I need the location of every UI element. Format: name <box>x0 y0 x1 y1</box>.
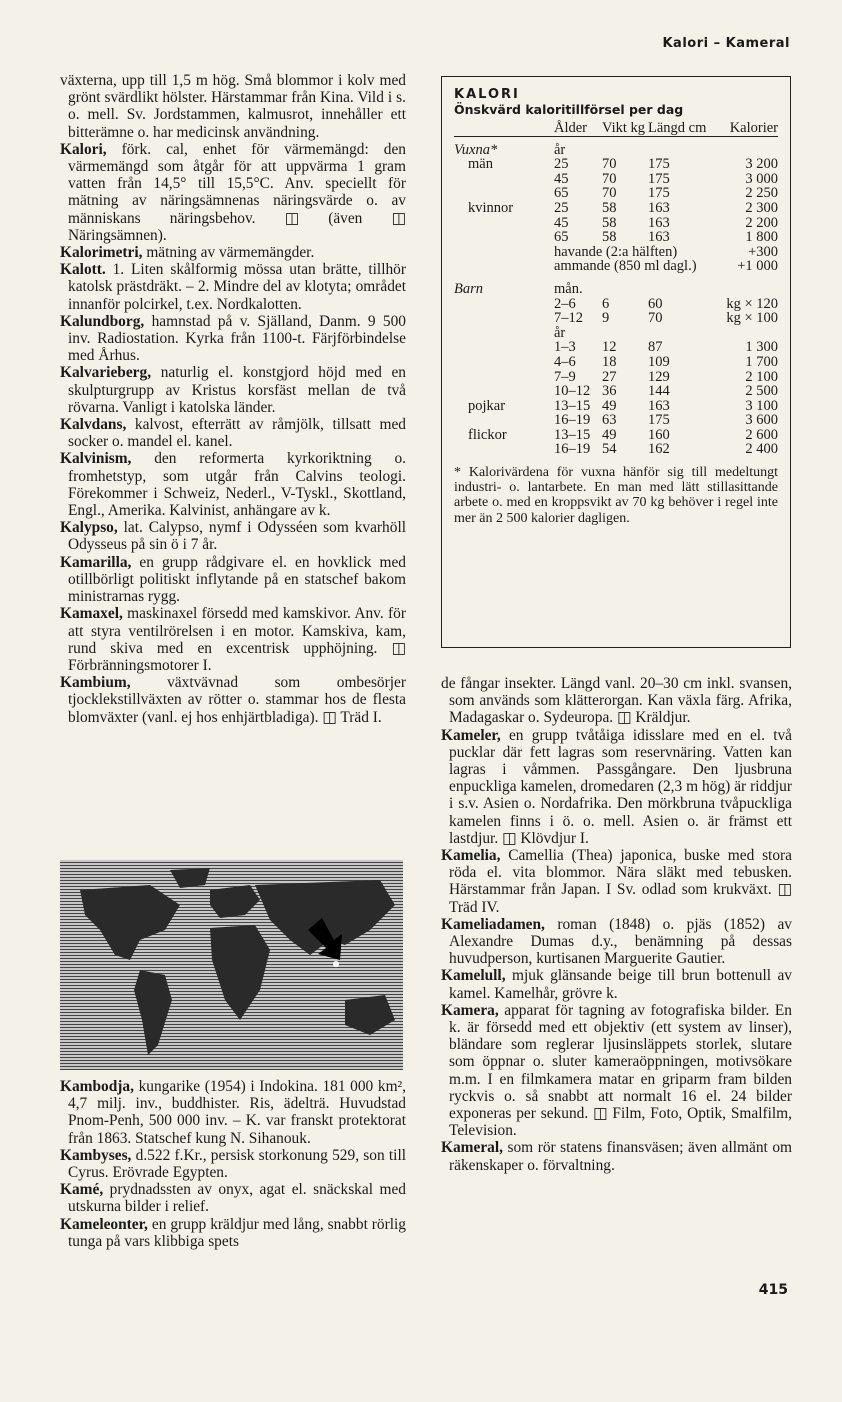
running-head: Kalori – Kameral <box>662 36 790 51</box>
table-cell: 144 <box>648 383 670 400</box>
entry-text: maskinaxel försedd med kamskivor. Anv. för att styra ventilrörelsen i en motor. Kamskiva, kam, rund skiva med en excentrisk upphöjning. ◫ Förbränningsmotorer I. <box>68 605 406 674</box>
dictionary-entry <box>441 1002 792 1140</box>
table-cell: 25 <box>554 199 569 216</box>
table-cell: 7–9 <box>554 368 576 385</box>
table-cell: 70 <box>602 170 617 187</box>
calorie-table <box>454 121 778 457</box>
entry-text: mätning av värmemängder. <box>142 244 315 262</box>
table-cell: 12 <box>602 339 617 356</box>
table-cell: 163 <box>648 199 670 216</box>
table-cell: 54 <box>602 441 617 458</box>
table-cell: 1 300 <box>745 339 778 356</box>
table-cell: 2–6 <box>554 295 576 312</box>
world-map <box>60 860 403 1070</box>
entry-headword: Kalori, <box>60 140 107 158</box>
table-cell <box>454 259 554 274</box>
table-row <box>454 259 778 274</box>
table-cell: år <box>554 141 566 158</box>
table-cell: 70 <box>648 310 663 327</box>
cambodia-marker <box>333 961 339 967</box>
table-cell: 175 <box>648 412 670 429</box>
table-row <box>454 201 778 216</box>
table-row <box>454 311 778 326</box>
table-cell: 163 <box>648 214 670 231</box>
entry-text: Camellia (Thea) japonica, buske med stora röda el. vita blommor. Nära släkt med tebusken. Härstammar från Japan. I Sv. odlad som krukväxt. ◫ Träd IV. <box>449 847 792 916</box>
table-cell: kg × 120 <box>726 295 778 312</box>
table-cell: 2 250 <box>745 185 778 202</box>
table-cell: 49 <box>602 426 617 443</box>
entry-text: mjuk glänsande beige till brun bottenull av kamel. Kamelhår, grövre k. <box>449 967 792 1002</box>
dictionary-entry <box>60 519 406 553</box>
table-cell: 2 600 <box>745 426 778 443</box>
table-cell <box>454 186 554 201</box>
table-cell: år <box>554 324 566 341</box>
table-cell <box>454 442 554 457</box>
table-cell: 10–12 <box>554 383 591 400</box>
table-row <box>454 216 778 231</box>
table-row <box>454 297 778 312</box>
dictionary-entry <box>60 1216 406 1250</box>
entry-text: en grupp kräldjur med lång, snabbt rörlig tunga på vars klibbiga spets <box>68 1215 406 1250</box>
dictionary-entry <box>60 450 406 519</box>
table-cell: 87 <box>648 339 663 356</box>
table-row <box>454 384 778 399</box>
table-cell <box>648 326 708 341</box>
entry-text: apparat för tagning av fotografiska bilder. En k. är försedd med ett objektiv (ett system av linser), bländare som reglerar ljusinsläppets storlek, slutare som öppnar o. sluter kameraöppningen, motivsökare m.m. I en filmkamera matar en griparm fram bilden ryckvis o. så snabbt att normalt 16 el. 24 bilder exponeras per sekund. ◫ Film, Foto, Optik, Smalfilm, Television. <box>449 1001 792 1140</box>
table-cell <box>454 311 554 326</box>
entry-text: förk. cal, enhet för värmemängd: den värmemängd som åtgår för att uppvärma 1 gram vatten från 14,5° till 15,5°C. Anv. speciellt för mätning av näringsämnenas näringsvärde o. av människans näringsbehov. ◫ (även ◫ Näringsämnen). <box>68 140 406 244</box>
dictionary-entry <box>60 416 406 450</box>
table-row <box>454 143 778 158</box>
dictionary-entry <box>441 675 792 727</box>
entry-text: en grupp rådgivare el. en hovklick med otillbörligt politiskt inflytande på en statschef bakom ministrarnas rygg. <box>68 553 406 606</box>
table-row <box>454 186 778 201</box>
table-cell: 175 <box>648 185 670 202</box>
header-length: Längd cm <box>648 120 707 136</box>
table-cell: 65 <box>554 185 569 202</box>
entry-text: prydnadssten av onyx, agat el. snäckskal med utskurna bilder i relief. <box>68 1181 406 1216</box>
table-row <box>454 326 778 341</box>
left-column-lower <box>60 1078 406 1250</box>
table-cell: 6 <box>602 295 610 312</box>
table-cell: Barn <box>454 280 483 297</box>
dictionary-entry <box>60 674 406 726</box>
table-row <box>454 282 778 297</box>
table-row <box>454 245 778 260</box>
table-cell <box>454 245 554 260</box>
table-cell: 63 <box>602 412 617 429</box>
box-footnote: * Kalorivärdena för vuxna hänför sig till medeltungt industri- o. lantarbete. En man med lätt stillasittande arbete o. med en kroppsvikt av 70 kg behöver i regel inte mer än 2 500 kalorier dagligen. <box>454 465 778 526</box>
entry-headword: Kalott. <box>60 261 106 279</box>
entry-text: de fångar insekter. Längd vanl. 20–30 cm inkl. svansen, som används som klätterorgan. Kan växla färg. Afrika, Madagaskar o. Sydeuropa. ◫ Kräldjur. <box>441 675 792 727</box>
table-cell: 163 <box>648 397 670 414</box>
dictionary-entry <box>60 1078 406 1147</box>
header-weight: Vikt kg <box>602 120 646 136</box>
table-cell: 4–6 <box>554 353 576 370</box>
dictionary-entry <box>441 847 792 916</box>
dictionary-entry <box>60 261 406 313</box>
north-america-shape <box>80 885 180 960</box>
dictionary-entry <box>60 244 406 261</box>
entry-headword: Kalorimetri, <box>60 244 143 262</box>
table-cell: 160 <box>648 426 670 443</box>
table-cell <box>454 340 554 355</box>
entry-text: roman (1848) o. pjäs (1852) av Alexandre Dumas d.y., benämning på dessas huvudperson, kurtisanen Marguerite Gautier. <box>449 915 792 968</box>
table-row <box>454 172 778 187</box>
entry-headword: Kalypso, <box>60 519 118 537</box>
table-cell: 3 100 <box>745 397 778 414</box>
table-cell: 58 <box>602 214 617 231</box>
table-cell: 1 800 <box>745 229 778 246</box>
table-cell <box>602 143 648 158</box>
entry-headword: Kamarilla, <box>60 553 132 571</box>
table-cell: 2 500 <box>745 383 778 400</box>
table-cell: 1 700 <box>745 353 778 370</box>
entry-text: kungarike (1954) i Indokina. 181 000 km², 4,7 milj. inv., buddhister. Ris, ädelträ. Huvudstad Pnom-Penh, 500 000 inv. – K. var franskt protektorat från 1863. Statschef kung N. Sihanouk. <box>68 1078 406 1147</box>
dictionary-entry <box>441 916 792 968</box>
entry-headword: Kamaxel, <box>60 605 123 623</box>
entry-headword: Kamelull, <box>441 967 506 985</box>
entry-headword: Kambium, <box>60 674 131 692</box>
entry-headword: Kamera, <box>441 1001 499 1019</box>
table-cell <box>708 326 778 341</box>
table-cell: 9 <box>602 310 610 327</box>
entry-headword: Kalundborg, <box>60 312 145 330</box>
table-cell: 16–19 <box>554 412 591 429</box>
dictionary-entry <box>60 313 406 365</box>
table-cell: 3 200 <box>745 156 778 173</box>
entry-headword: Kalvdans, <box>60 416 127 434</box>
entry-text: 1. Liten skålformig mössa utan brätte, tillhör katolsk prästdräkt. – 2. Mindre del av klotyta; området innanför polcirkel, t.ex. Nordkalotten. <box>68 261 406 313</box>
table-row <box>454 157 778 172</box>
entry-headword: Kameral, <box>441 1139 503 1157</box>
table-cell: ammande (850 ml dagl.) <box>554 258 697 275</box>
table-cell <box>454 355 554 370</box>
table-cell: 175 <box>648 156 670 173</box>
entry-headword: Kameleonter, <box>60 1215 148 1233</box>
table-cell: 7–12 <box>554 310 583 327</box>
table-cell: +300 <box>748 243 778 260</box>
header-age: Ålder <box>554 120 588 136</box>
table-cell: Vuxna* <box>454 141 498 158</box>
table-cell: 2 400 <box>745 441 778 458</box>
dictionary-entry <box>441 967 792 1001</box>
africa-shape <box>210 925 270 1020</box>
dictionary-entry <box>60 554 406 606</box>
table-cell: 25 <box>554 156 569 173</box>
table-cell: män <box>468 156 493 173</box>
table-cell: pojkar <box>468 397 506 414</box>
table-cell: 58 <box>602 199 617 216</box>
entry-text: som rör statens finansväsen; även allmänt om räkenskaper o. förvaltning. <box>449 1139 792 1174</box>
table-cell <box>648 143 708 158</box>
table-row <box>454 230 778 245</box>
table-cell: 175 <box>648 170 670 187</box>
table-cell <box>602 282 648 297</box>
table-cell: kvinnor <box>468 199 514 216</box>
table-cell: 3 000 <box>745 170 778 187</box>
entry-headword: Kameliadamen, <box>441 915 545 933</box>
greenland-shape <box>170 868 210 888</box>
europe-shape <box>210 885 260 918</box>
table-cell: 49 <box>602 397 617 414</box>
entry-text: naturlig el. konstgjord höjd med en skulpturgrupp av Kristus korsfäst mellan de två rövarna. Vanligt i katolska länder. <box>68 364 406 416</box>
entry-text: växterna, upp till 1,5 m hög. Små blommor i kolv med grönt svärdlikt hölster. Härstammar från Kina. Vild i s. o. mell. Sv. Jordstammen, kalmusrot, innehåller ett bitterämne o. har medicinsk användning. <box>60 72 406 141</box>
table-cell <box>454 297 554 312</box>
right-column <box>441 675 792 1174</box>
entry-headword: Kalvinism, <box>60 450 132 468</box>
table-cell: 58 <box>602 229 617 246</box>
table-cell: 60 <box>648 295 663 312</box>
table-cell: 13–15 <box>554 397 591 414</box>
table-cell: 3 600 <box>745 412 778 429</box>
table-cell: mån. <box>554 280 583 297</box>
table-cell: 2 100 <box>745 368 778 385</box>
table-cell: 36 <box>602 383 617 400</box>
table-cell <box>454 370 554 385</box>
table-cell <box>454 413 554 428</box>
table-cell: 70 <box>602 185 617 202</box>
dictionary-entry <box>60 1147 406 1181</box>
table-row <box>454 442 778 457</box>
table-cell: 2 200 <box>745 214 778 231</box>
dictionary-entry <box>441 1139 792 1173</box>
entry-headword: Kameler, <box>441 726 501 744</box>
entry-text: växtvävnad som ombesörjer tjocklekstillväxten av rötter o. stammar hos de flesta blomväxter (vanl. ej hos enhjärtbladiga). ◫ Träd I. <box>68 674 406 726</box>
entry-headword: Kambodja, <box>60 1078 134 1095</box>
table-cell: +1 000 <box>737 258 778 275</box>
entry-headword: Kalvarieberg, <box>60 364 152 382</box>
table-cell: 65 <box>554 229 569 246</box>
dictionary-entry <box>60 72 406 141</box>
dictionary-entry <box>60 141 406 244</box>
table-cell: flickor <box>468 426 507 443</box>
dictionary-entry <box>60 1181 406 1215</box>
table-row <box>454 340 778 355</box>
table-cell: 163 <box>648 229 670 246</box>
entry-text: den reformerta kyrkoriktning o. fromhetstyp, som utgår från Calvins teologi. Förekommer i Schweiz, Nederl., V-Tyskl., Skottland, Engl., Amerika. Kalvinist, anhängare av k. <box>68 450 406 520</box>
table-cell: kg × 100 <box>726 310 778 327</box>
table-cell <box>454 326 554 341</box>
table-cell: 45 <box>554 170 569 187</box>
box-title: KALORI <box>454 87 520 102</box>
table-row <box>454 428 778 443</box>
table-row <box>454 355 778 370</box>
entry-headword: Kamé, <box>60 1181 104 1199</box>
table-row <box>454 399 778 414</box>
table-cell <box>648 282 708 297</box>
table-cell: 1–3 <box>554 339 576 356</box>
table-cell <box>454 230 554 245</box>
dictionary-entry <box>60 605 406 674</box>
table-cell <box>708 282 778 297</box>
table-cell: 16–19 <box>554 441 591 458</box>
table-cell: 27 <box>602 368 617 385</box>
map-continents <box>60 860 403 1070</box>
entry-text: en grupp tvåtåiga idisslare med en el. två pucklar där fett lagras som reservnäring. Vatten kan lagras i våmmen. Passgångare. Den ljusbruna enpuckliga kamelen, dromedaren (2,3 m hög) är riddjur i s.v. Asien o. Nordafrika. Den mörkbruna tvåpuckliga kamelen finns i ö. o. mell. Asien o. är främst ett lastdjur. ◫ Klövdjur I. <box>449 726 792 847</box>
dictionary-entry <box>441 727 792 847</box>
entry-text: hamnstad på v. Själland, Danm. 9 500 inv. Radiostation. Kyrka från 1100-t. Färjförbindelse med Århus. <box>68 312 406 365</box>
left-column <box>60 72 406 726</box>
entry-text: lat. Calypso, nymf i Odysséen som kvarhöll Odysseus på sin ö i 7 år. <box>68 519 406 554</box>
australia-shape <box>345 995 395 1035</box>
table-cell: 45 <box>554 214 569 231</box>
entry-text: kalvost, efterrätt av råmjölk, tillsatt med socker o. mandel el. kanel. <box>68 416 406 451</box>
calorie-table-box <box>441 76 791 648</box>
table-row <box>454 413 778 428</box>
table-cell: 109 <box>648 353 670 370</box>
entry-text: d.522 f.Kr., persisk storkonung 529, son till Cyrus. Erövrade Egypten. <box>68 1146 406 1182</box>
box-subtitle: Önskvärd kaloritillförsel per dag <box>454 102 684 117</box>
table-cell <box>708 143 778 158</box>
header-calories: Kalorier <box>729 120 778 136</box>
table-cell <box>602 326 648 341</box>
table-cell: 162 <box>648 441 670 458</box>
table-cell: havande (2:a hälften) <box>554 243 678 260</box>
entry-headword: Kamelia, <box>441 847 501 865</box>
table-cell <box>454 216 554 231</box>
table-cell: 18 <box>602 353 617 370</box>
table-cell: 70 <box>602 156 617 173</box>
table-cell <box>454 384 554 399</box>
table-cell <box>454 172 554 187</box>
entry-headword: Kambyses, <box>60 1146 132 1164</box>
page-number: 415 <box>758 1282 788 1298</box>
table-cell: 129 <box>648 368 670 385</box>
table-cell: 13–15 <box>554 426 591 443</box>
south-america-shape <box>134 970 172 1055</box>
table-cell: 2 300 <box>745 199 778 216</box>
table-row <box>454 370 778 385</box>
dictionary-entry <box>60 364 406 416</box>
